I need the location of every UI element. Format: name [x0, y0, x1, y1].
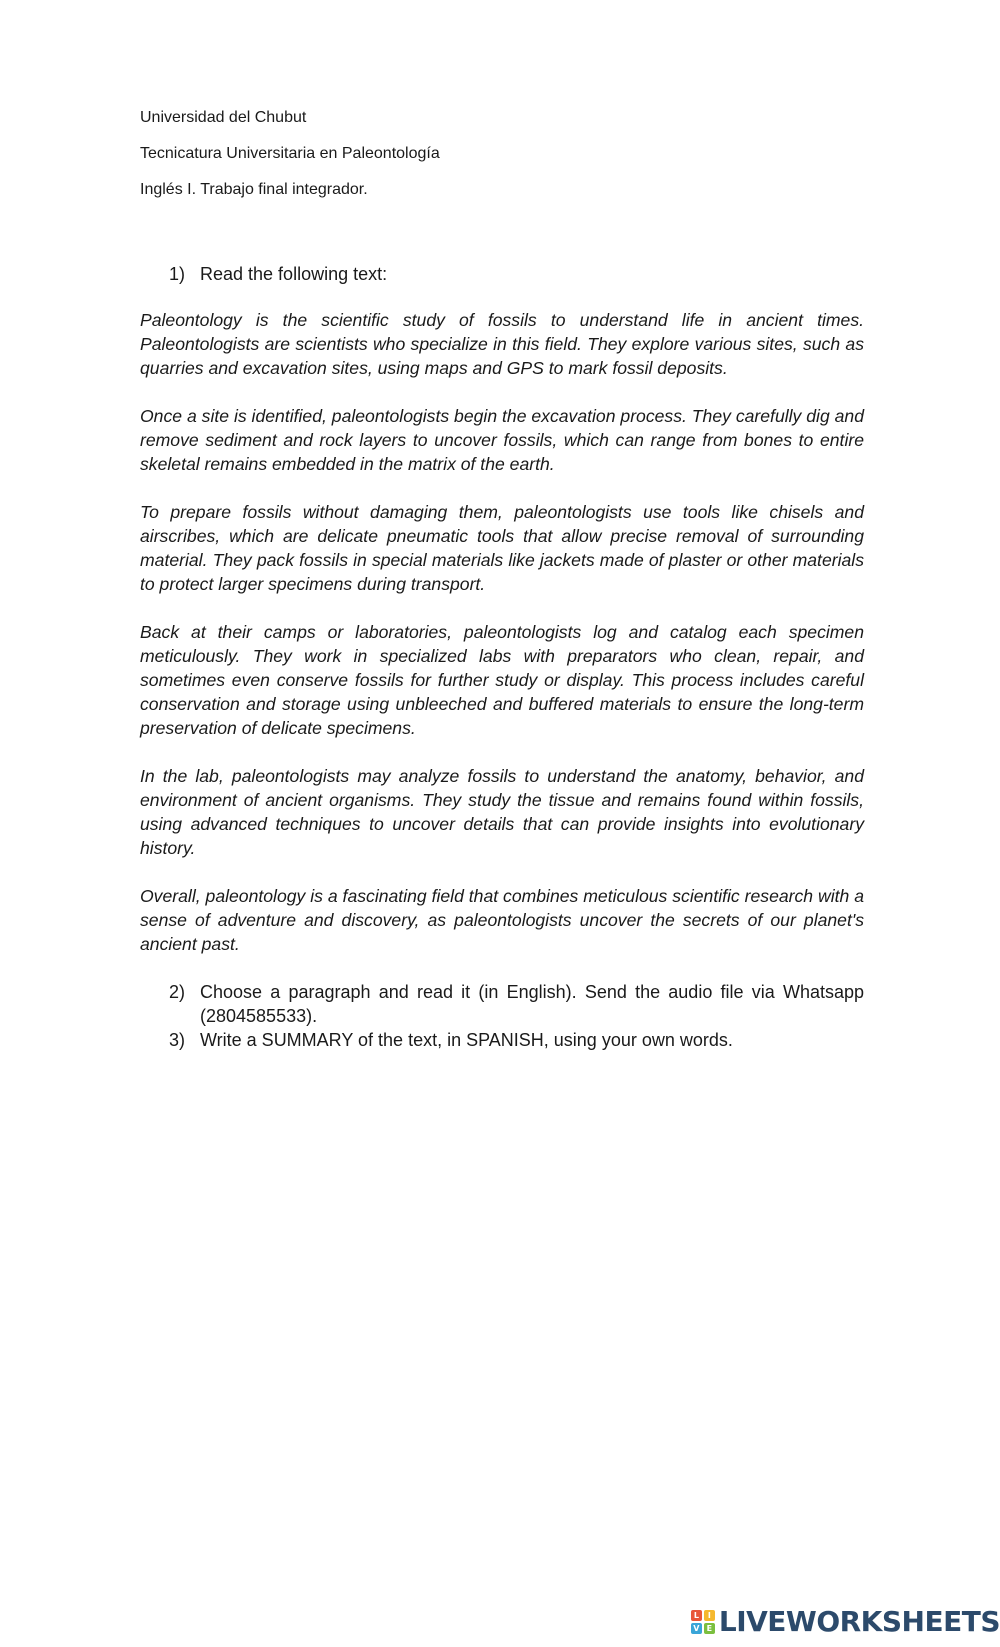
task-text: Write a SUMMARY of the text, in SPANISH, using your own words.	[200, 1030, 733, 1050]
reading-paragraph: Paleontology is the scientific study of fossils to understand life in ancient times. Paleontologists are scientists who specialize in this field. They explore various sites, such as quarries and excavation sites, using maps and GPS to mark fossil deposits.	[140, 310, 864, 378]
liveworksheets-watermark	[691, 1605, 1000, 1639]
document-header	[140, 108, 864, 200]
logo-tile: L	[691, 1610, 702, 1621]
task-number: 3)	[169, 1030, 186, 1050]
task-text: Choose a paragraph and read it (in English). Send the audio file via Whatsapp (2804585533).	[200, 982, 864, 1026]
reading-paragraph: Overall, paleontology is a fascinating field that combines meticulous scientific research with a sense of adventure and discovery, as paleontologists uncover the secrets of our planet's ancient past.	[140, 886, 864, 954]
task-number: 1)	[169, 264, 186, 284]
task-2	[140, 980, 864, 1028]
reading-paragraph: To prepare fossils without damaging them, paleontologists use tools like chisels and airscribes, which are delicate pneumatic tools that allow precise removal of surrounding material. They pack fossils in special materials like jackets made of plaster or other materials to protect larger specimens during transport.	[140, 502, 864, 594]
reading-text	[140, 308, 864, 956]
university-name: Universidad del Chubut	[140, 109, 307, 126]
task-text: Read the following text:	[200, 264, 388, 284]
logo-tile: I	[704, 1610, 715, 1621]
watermark-text: LIVEWORKSHEETS	[718, 1605, 1000, 1638]
worksheet-page	[140, 108, 864, 1052]
liveworksheets-logo-icon	[691, 1610, 715, 1634]
reading-paragraph: Back at their camps or laboratories, paleontologists log and catalog each specimen meticulously. They work in specialized labs with preparators who clean, repair, and sometimes even conserve fossils for further study or display. This process includes careful conservation and storage using unbleeched and buffered materials to ensure the long-term preservation of delicate specimens.	[140, 622, 864, 738]
course-name: Inglés I. Trabajo final integrador.	[140, 181, 368, 198]
reading-paragraph: In the lab, paleontologists may analyze fossils to understand the anatomy, behavior, and environment of ancient organisms. They study the tissue and remains found within fossils, using advanced techniques to uncover details that can provide insights into evolutionary history.	[140, 766, 864, 858]
task-1	[140, 262, 864, 286]
logo-tile: V	[691, 1623, 702, 1634]
program-name: Tecnicatura Universitaria en Paleontología	[140, 145, 440, 162]
reading-paragraph: Once a site is identified, paleontologists begin the excavation process. They carefully dig and remove sediment and rock layers to uncover fossils, which can range from bones to entire skeletal remains embedded in the matrix of the earth.	[140, 406, 864, 474]
task-3	[140, 1028, 864, 1052]
task-number: 2)	[169, 982, 186, 1002]
logo-tile: E	[704, 1623, 715, 1634]
task-list	[140, 980, 864, 1052]
